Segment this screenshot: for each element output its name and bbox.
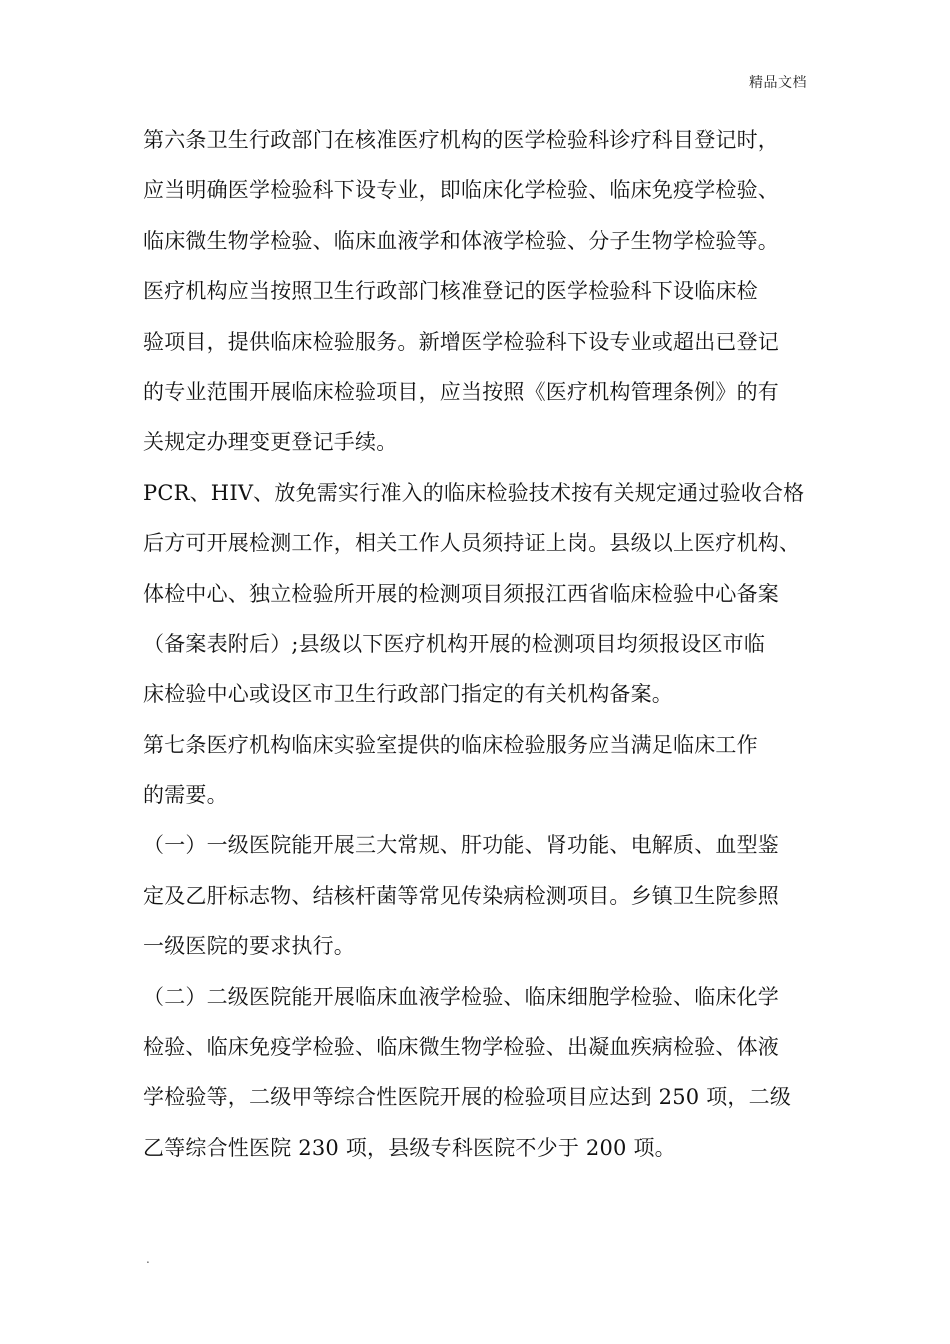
text-line: 临床微生物学检验、临床血液学和体液学检验、分子生物学检验等。: [143, 228, 779, 253]
text-line: 关规定办理变更登记手续。: [143, 430, 398, 455]
header-label: 精品文档: [749, 75, 807, 91]
text-line: 第七条医疗机构临床实验室提供的临床检验服务应当满足临床工作: [143, 732, 758, 757]
text-line: 乙等综合性医院 230 项，县级专科医院不少于 200 项。: [143, 1135, 676, 1160]
text-line: 第六条卫生行政部门在核准医疗机构的医学检验科诊疗科目登记时，: [143, 128, 779, 152]
text-line: 床检验中心或设区市卫生行政部门指定的有关机构备案。: [143, 682, 673, 707]
text-line: 的专业范围开展临床检验项目，应当按照《医疗机构管理条例》的有: [143, 379, 779, 404]
text-line: 检验、临床免疫学检验、临床微生物学检验、出凝血疾病检验、体液: [143, 1035, 779, 1060]
text-line: 应当明确医学检验科下设专业，即临床化学检验、临床免疫学检验、: [143, 178, 779, 203]
text-line: 一级医院的要求执行。: [143, 934, 355, 959]
text-line: 的需要。: [143, 783, 228, 808]
footer-mark: .: [146, 1252, 150, 1266]
body-text: [143, 115, 808, 1173]
text-line: （二）二级医院能开展临床血液学检验、临床细胞学检验、临床化学: [143, 984, 779, 1009]
text-line: 医疗机构应当按照卫生行政部门核准登记的医学检验科下设临床检: [143, 279, 758, 304]
text-line: （一）一级医院能开展三大常规、肝功能、肾功能、电解质、血型鉴: [143, 833, 779, 858]
text-line: （备案表附后）;县级以下医疗机构开展的检测项目均须报设区市临: [143, 631, 766, 656]
text-line: 后方可开展检测工作，相关工作人员须持证上岗。县级以上医疗机构、: [143, 531, 801, 556]
text-line: 学检验等，二级甲等综合性医院开展的检验项目应达到 250 项，二级: [143, 1085, 792, 1110]
text-line: 体检中心、独立检验所开展的检测项目须报江西省临床检验中心备案: [143, 581, 779, 606]
text-line: 验项目，提供临床检验服务。新增医学检验科下设专业或超出已登记: [143, 329, 779, 354]
text-line: PCR、HIV、放免需实行准入的临床检验技术按有关规定通过验收合格: [143, 480, 805, 505]
text-line: 定及乙肝标志物、结核杆菌等常见传染病检测项目。乡镇卫生院参照: [143, 883, 779, 908]
